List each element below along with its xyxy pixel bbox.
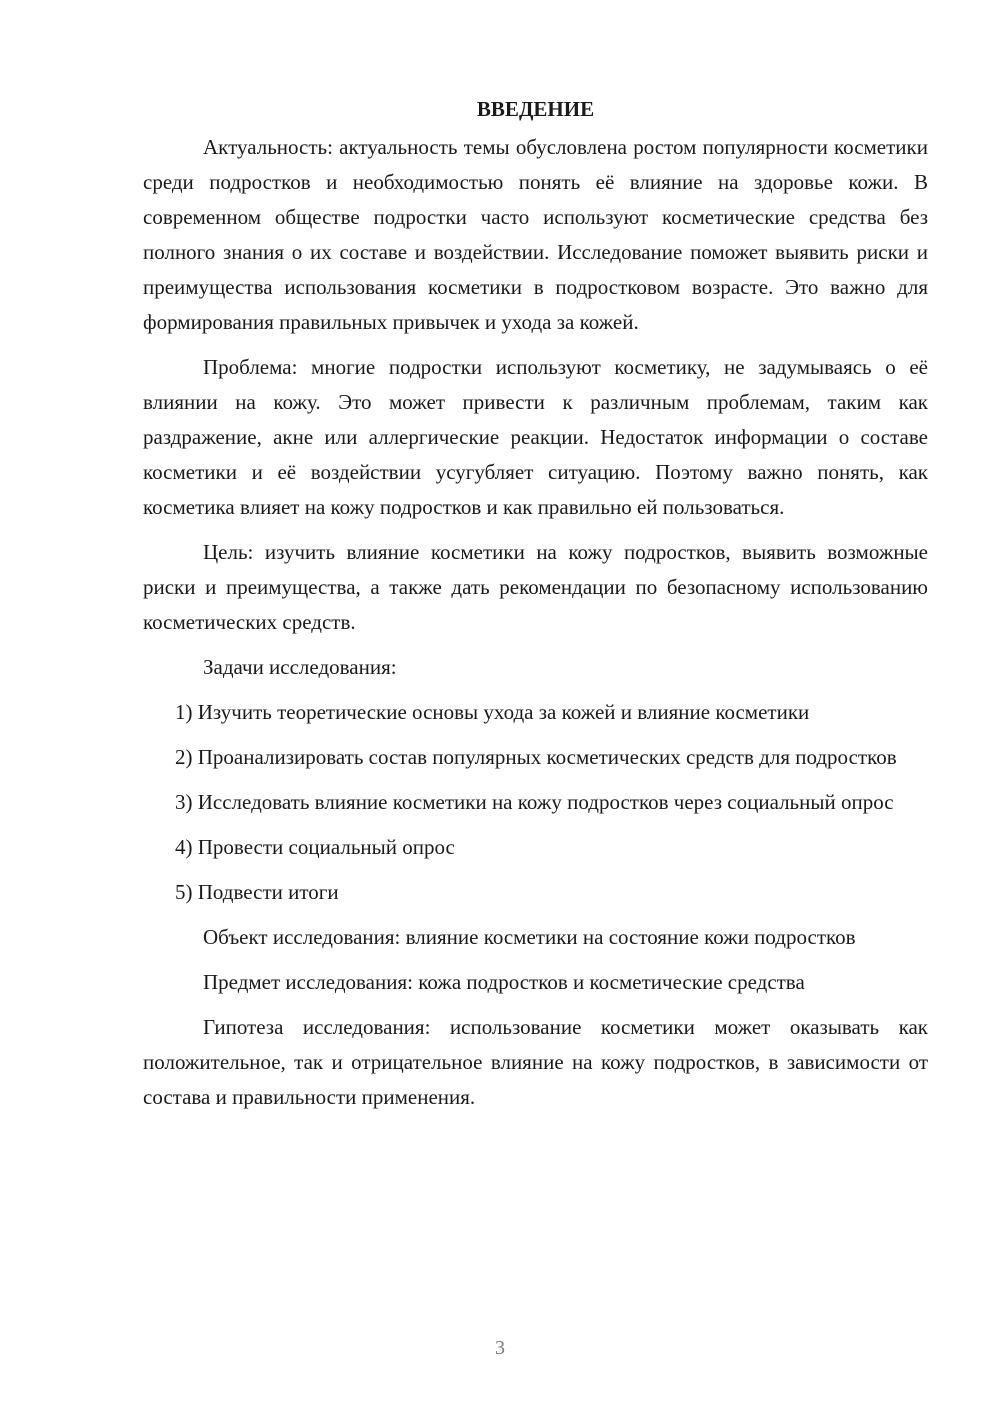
task-item-5: 5) Подвести итоги <box>175 880 339 904</box>
task-item-4: 4) Провести социальный опрос <box>175 835 455 859</box>
problem-paragraph: Проблема: многие подростки используют косметику, не задумываясь о её влиянии на кожу. Это может привести к различным проблемам, таким как раздражение, акне или аллергические реакции. Недостаток информации о составе косметики и её воздействии усугубляет ситуацию. Поэтому важно понять, как косметика влияет на кожу подростков и как правильно ей пользоваться. <box>143 355 928 519</box>
page-title: ВВЕДЕНИЕ <box>476 97 595 121</box>
tasks-heading: Задачи исследования: <box>203 655 397 679</box>
task-item-2: 2) Проанализировать состав популярных косметических средств для подростков <box>175 745 897 769</box>
relevance-paragraph: Актуальность: актуальность темы обусловлена ростом популярности косметики среди подростков и необходимостью понять её влияние на здоровье кожи. В современном обществе подростки часто используют косметические средства без полного знания о их составе и воздействии. Исследование поможет выявить риски и преимущества использования косметики в подростковом возрасте. Это важно для формирования правильных привычек и ухода за кожей. <box>143 135 928 334</box>
task-item-3: 3) Исследовать влияние косметики на кожу подростков через социальный опрос <box>175 790 894 814</box>
page-content <box>143 92 928 1125</box>
goal-paragraph: Цель: изучить влияние косметики на кожу подростков, выявить возможные риски и преимущества, а также дать рекомендации по безопасному использованию косметических средств. <box>143 540 928 634</box>
task-item-1: 1) Изучить теоретические основы ухода за кожей и влияние косметики <box>175 700 810 724</box>
subject-paragraph: Предмет исследования: кожа подростков и косметические средства <box>203 970 805 994</box>
object-paragraph: Объект исследования: влияние косметики на состояние кожи подростков <box>203 925 856 949</box>
page-number: 3 <box>495 1337 505 1359</box>
hypothesis-paragraph: Гипотеза исследования: использование косметики может оказывать как положительное, так и отрицательное влияние на кожу подростков, в зависимости от состава и правильности применения. <box>143 1015 928 1109</box>
